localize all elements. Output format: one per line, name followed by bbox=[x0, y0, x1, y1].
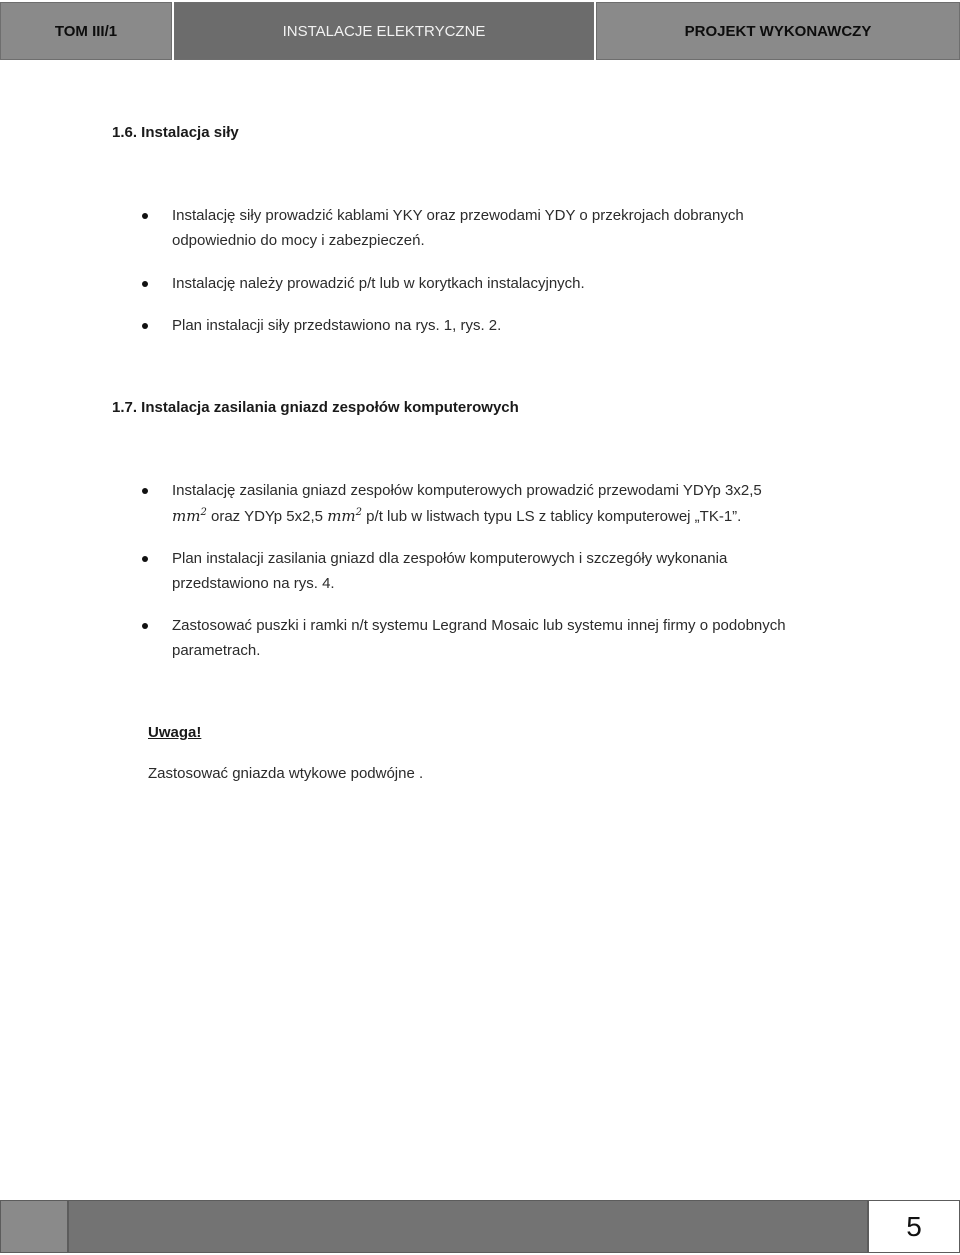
header-project-stage: PROJEKT WYKONAWCZY bbox=[596, 2, 960, 60]
section-heading-1-7: 1.7. Instalacja zasilania gniazd zespołów komputerowych bbox=[112, 399, 519, 416]
bullet-icon bbox=[142, 488, 148, 494]
body-text: Plan instalacji zasilania gniazd dla zespołów komputerowych i szczegóły wykonania bbox=[172, 550, 728, 567]
body-text: Zastosować puszki i ramki n/t systemu Legrand Mosaic lub systemu innej firmy o podobnych bbox=[172, 617, 786, 634]
note-title: Uwaga! bbox=[148, 724, 202, 741]
header-volume: TOM III/1 bbox=[0, 2, 172, 60]
body-text: Plan instalacji siły przedstawiono na rys. 1, rys. 2. bbox=[172, 317, 502, 334]
body-text: przedstawiono na rys. 4. bbox=[172, 575, 335, 592]
body-text: Instalację siły prowadzić kablami YKY oraz przewodami YDY o przekrojach dobranych bbox=[172, 207, 744, 224]
bullet-icon bbox=[142, 213, 148, 219]
body-text: odpowiednio do mocy i zabezpieczeń. bbox=[172, 232, 425, 249]
page-footer bbox=[0, 1200, 960, 1255]
bullet-icon bbox=[142, 323, 148, 329]
page-number: 5 bbox=[868, 1200, 960, 1253]
bullet-icon bbox=[142, 281, 148, 287]
body-text: Instalację należy prowadzić p/t lub w korytkach instalacyjnych. bbox=[172, 275, 585, 292]
note-text: Zastosować gniazda wtykowe podwójne . bbox=[148, 765, 424, 782]
body-text: $mm^2$ oraz YDYp 5x2,5 $mm^2$ p/t lub w listwach typu LS z tablicy komputerowej „TK-1”. bbox=[172, 507, 742, 525]
unit-mm2: $mm^2$ bbox=[327, 507, 363, 525]
footer-cell bbox=[68, 1200, 868, 1253]
bullet-icon bbox=[142, 556, 148, 562]
page-header bbox=[0, 0, 960, 63]
footer-cell bbox=[0, 1200, 68, 1253]
header-discipline: INSTALACJE ELEKTRYCZNE bbox=[174, 2, 594, 60]
unit-mm2: $mm^2$ bbox=[172, 507, 207, 525]
body-text: Instalację zasilania gniazd zespołów komputerowych prowadzić przewodami YDYp 3x2,5 bbox=[172, 482, 762, 499]
section-heading-1-6: 1.6. Instalacja siły bbox=[112, 124, 239, 141]
body-text: parametrach. bbox=[172, 642, 261, 659]
bullet-icon bbox=[142, 623, 148, 629]
